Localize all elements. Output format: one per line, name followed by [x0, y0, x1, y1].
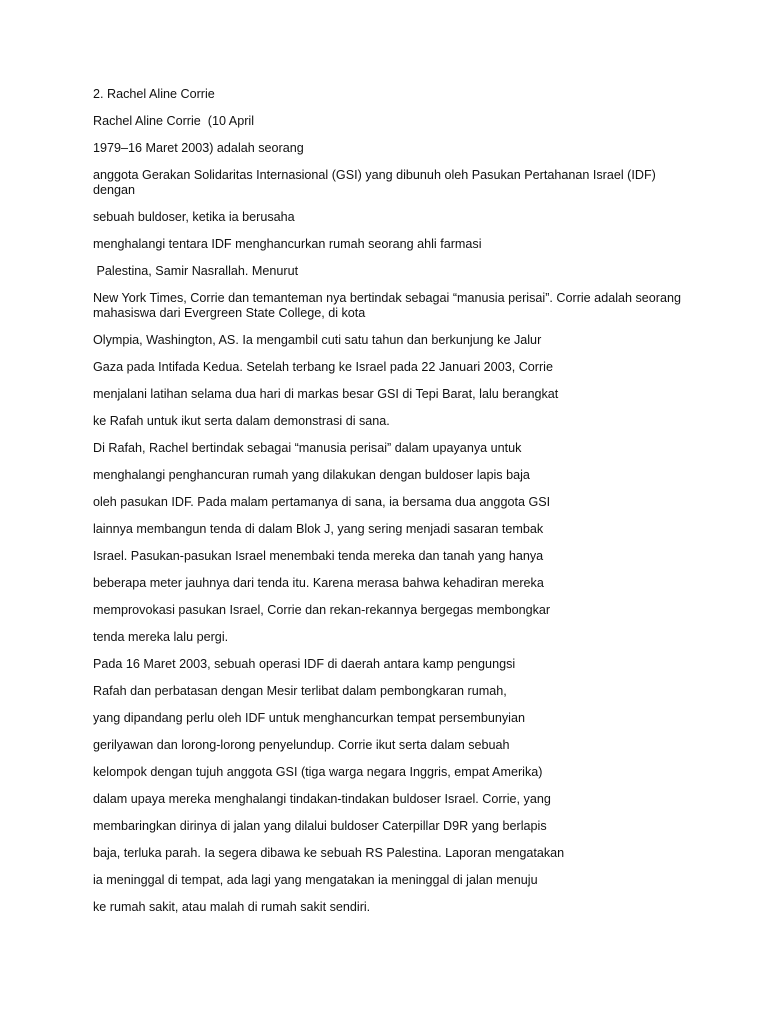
paragraph: Di Rafah, Rachel bertindak sebagai “manusia perisai” dalam upayanya untuk — [93, 441, 522, 455]
paragraph: Palestina, Samir Nasrallah. Menurut — [93, 264, 299, 278]
paragraph: ia meninggal di tempat, ada lagi yang mengatakan ia meninggal di jalan menuju — [93, 873, 538, 887]
paragraph: Rachel Aline Corrie (10 April — [93, 114, 254, 128]
paragraph: dalam upaya mereka menghalangi tindakan-tindakan buldoser Israel. Corrie, yang — [93, 792, 551, 806]
paragraph: Israel. Pasukan-pasukan Israel menembaki tenda mereka dan tanah yang hanya — [93, 549, 544, 563]
paragraph: anggota Gerakan Solidaritas Internasional (GSI) yang dibunuh oleh Pasukan Pertahanan Israel (IDF) dengan — [93, 168, 660, 197]
paragraph: membaringkan dirinya di jalan yang dilalui buldoser Caterpillar D9R yang berlapis — [93, 819, 547, 833]
paragraph: menghalangi penghancuran rumah yang dilakukan dengan buldoser lapis baja — [93, 468, 530, 482]
paragraph: lainnya membangun tenda di dalam Blok J, yang sering menjadi sasaran tembak — [93, 522, 544, 536]
document-body — [93, 87, 693, 927]
paragraph: Gaza pada Intifada Kedua. Setelah terbang ke Israel pada 22 Januari 2003, Corrie — [93, 360, 553, 374]
paragraph: Rafah dan perbatasan dengan Mesir terlibat dalam pembongkaran rumah, — [93, 684, 507, 698]
paragraph: kelompok dengan tujuh anggota GSI (tiga warga negara Inggris, empat Amerika) — [93, 765, 543, 779]
paragraph: tenda mereka lalu pergi. — [93, 630, 229, 644]
paragraph: sebuah buldoser, ketika ia berusaha — [93, 210, 295, 224]
paragraph: gerilyawan dan lorong-lorong penyelundup. Corrie ikut serta dalam sebuah — [93, 738, 510, 752]
document-heading: 2. Rachel Aline Corrie — [93, 87, 215, 101]
paragraph: beberapa meter jauhnya dari tenda itu. Karena merasa bahwa kehadiran mereka — [93, 576, 544, 590]
paragraph: Pada 16 Maret 2003, sebuah operasi IDF di daerah antara kamp pengungsi — [93, 657, 516, 671]
paragraph: New York Times, Corrie dan temanteman nya bertindak sebagai “manusia perisai”. Corrie adalah seorang mahasiswa dari Evergreen State College, di kota — [93, 291, 685, 320]
paragraph: ke Rafah untuk ikut serta dalam demonstrasi di sana. — [93, 414, 390, 428]
paragraph: 1979–16 Maret 2003) adalah seorang — [93, 141, 304, 155]
paragraph: baja, terluka parah. Ia segera dibawa ke sebuah RS Palestina. Laporan mengatakan — [93, 846, 565, 860]
paragraph: menjalani latihan selama dua hari di markas besar GSI di Tepi Barat, lalu berangkat — [93, 387, 559, 401]
paragraph: ke rumah sakit, atau malah di rumah sakit sendiri. — [93, 900, 371, 914]
paragraph: yang dipandang perlu oleh IDF untuk menghancurkan tempat persembunyian — [93, 711, 525, 725]
paragraph: menghalangi tentara IDF menghancurkan rumah seorang ahli farmasi — [93, 237, 482, 251]
paragraph: memprovokasi pasukan Israel, Corrie dan rekan-rekannya bergegas membongkar — [93, 603, 551, 617]
paragraph: Olympia, Washington, AS. Ia mengambil cuti satu tahun dan berkunjung ke Jalur — [93, 333, 542, 347]
paragraph: oleh pasukan IDF. Pada malam pertamanya di sana, ia bersama dua anggota GSI — [93, 495, 551, 509]
